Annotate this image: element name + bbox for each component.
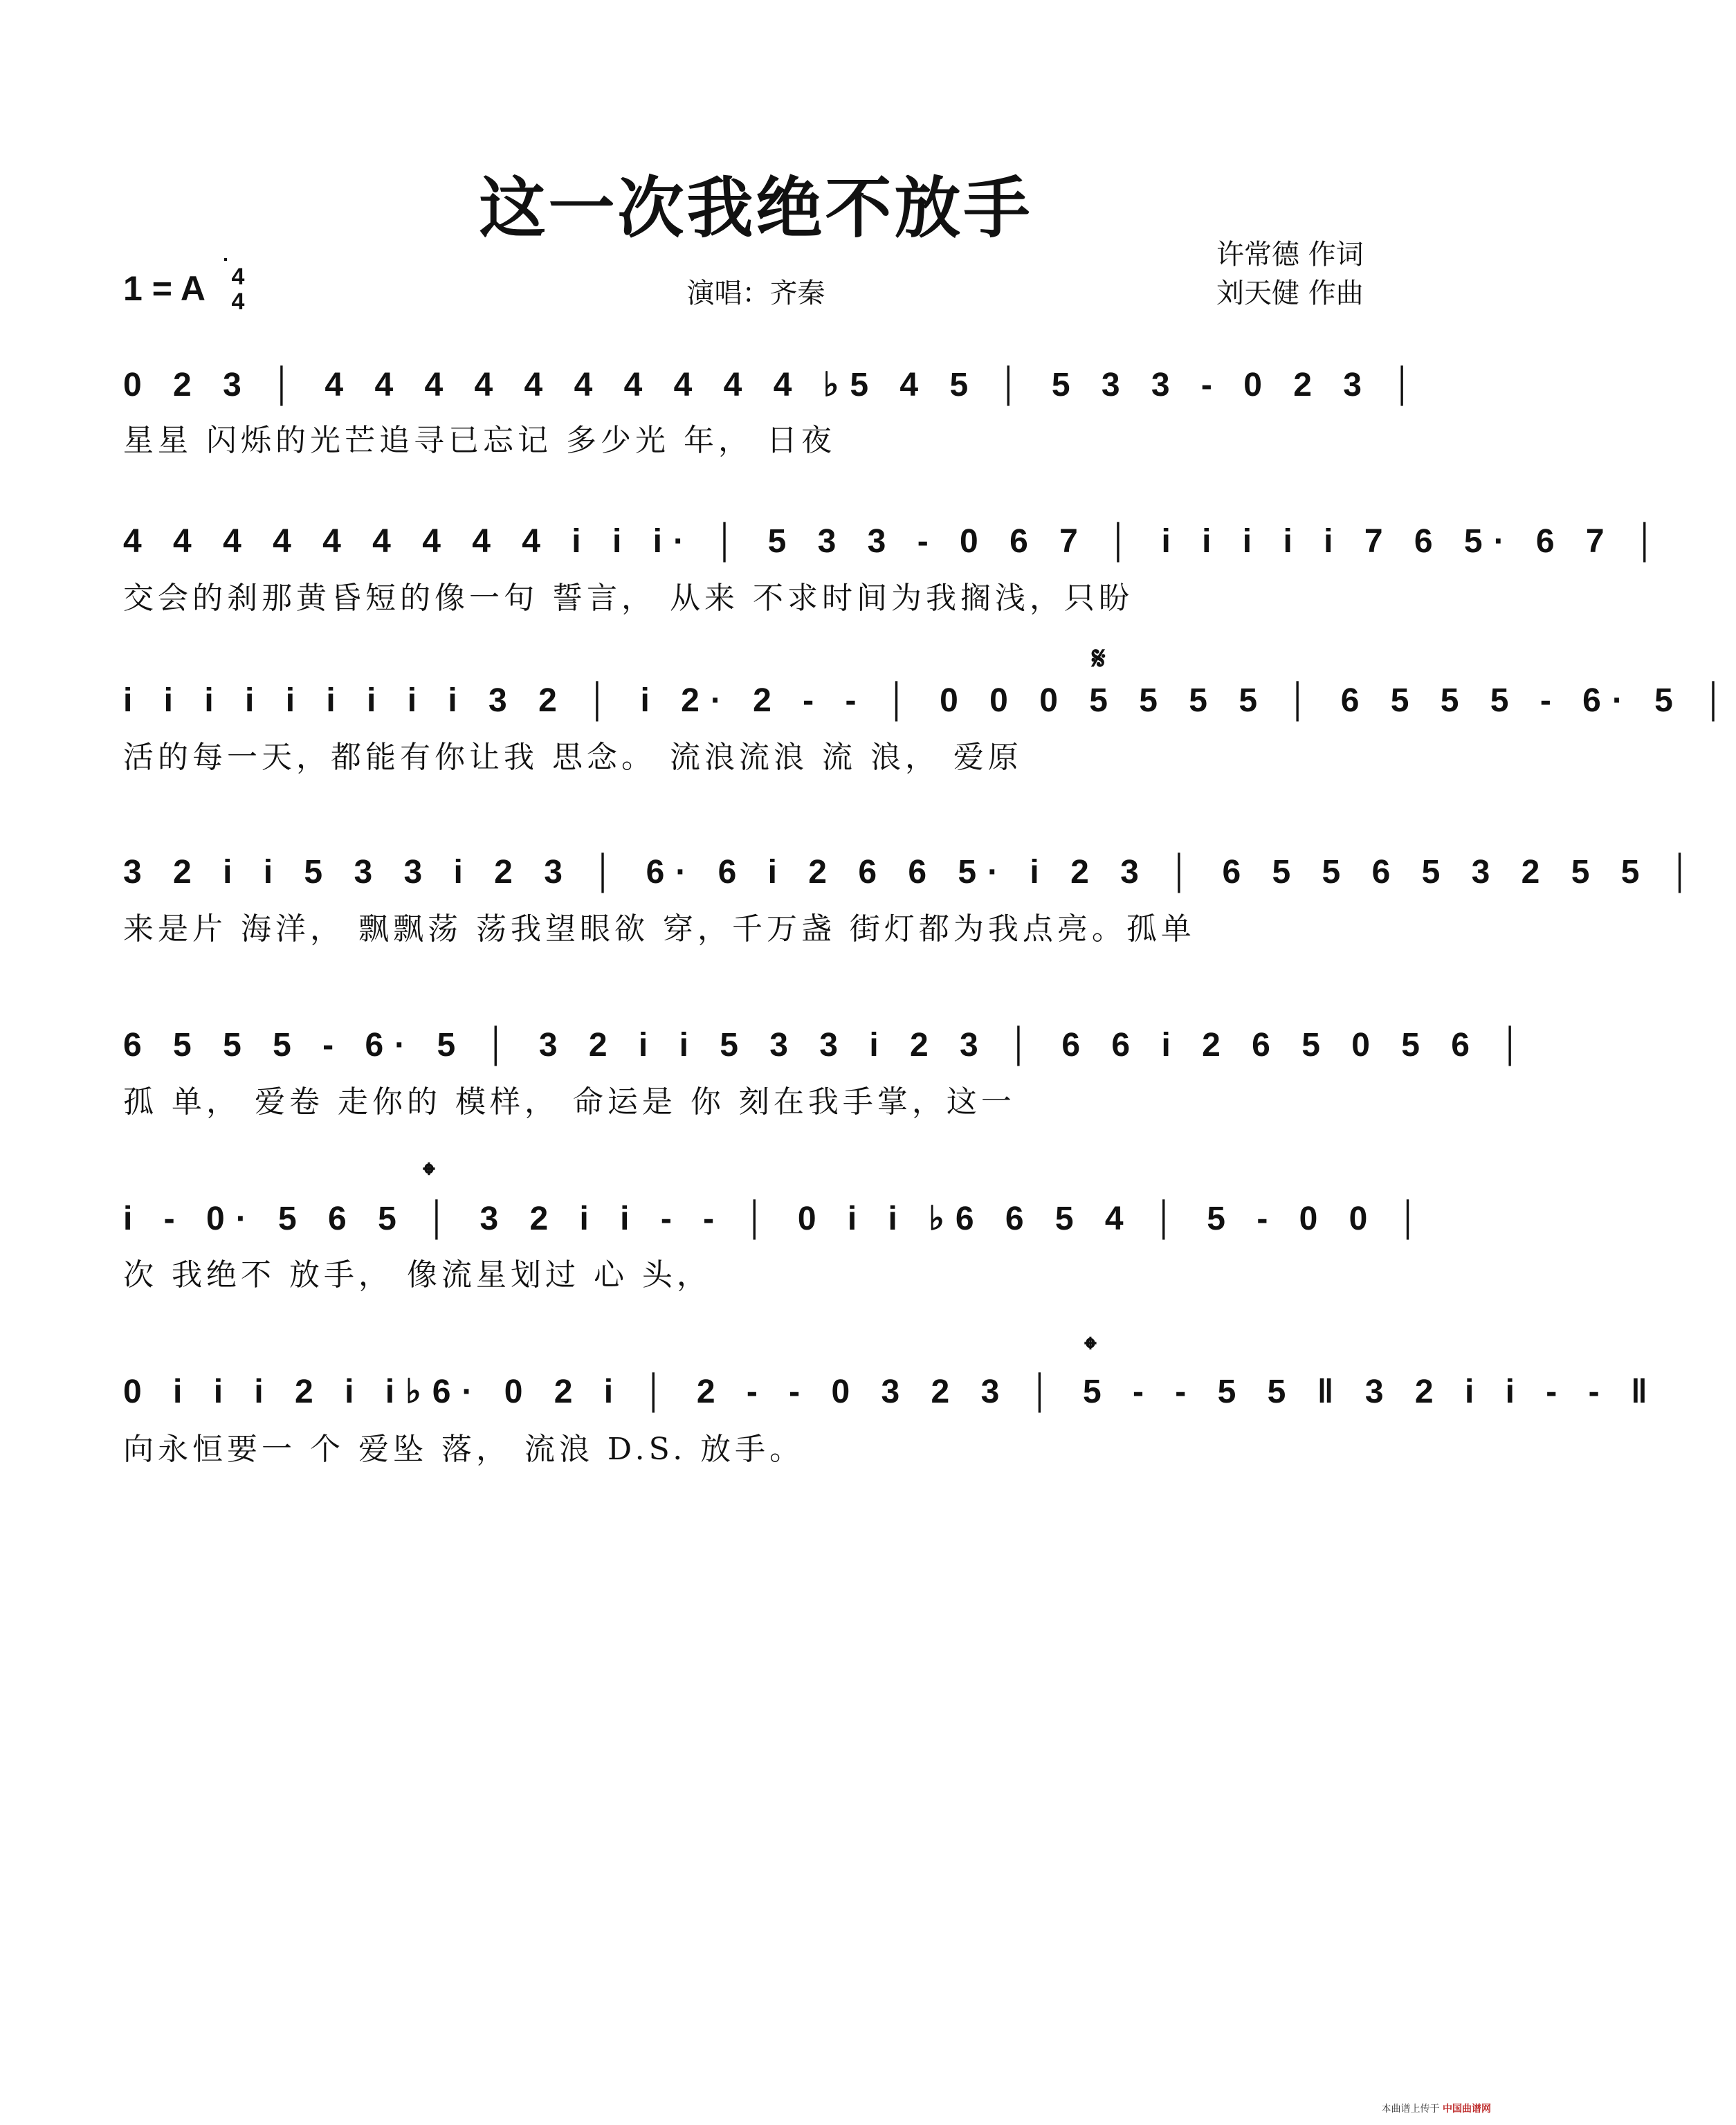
staff-system-7 xyxy=(123,1372,1659,1410)
coda-sign: 𝄌 xyxy=(1085,1330,1096,1367)
staff-system-5 xyxy=(123,1026,1533,1064)
lyrics-line: 来是片 海洋， 飘飘荡 荡我望眼欲 穿，千万盏 街灯都为我点亮。孤单 xyxy=(123,911,1196,947)
lyricist-credit: 许常德 作词 xyxy=(1216,239,1364,271)
notes-line: 6 5 5 5 - 6· 5 │ 3 2 i i 5 3 3 i 2 3 │ 6 6 i 2 6 5 0 5 6 │ xyxy=(123,1027,1533,1064)
coda-sign: 𝄌 xyxy=(423,1156,435,1193)
notes-line: 4 4 4 4 4 4 4 4 4 i i i· │ 5 3 3 - 0 6 7 │ i i i i i 7 6 5· 6 7 │ xyxy=(123,523,1668,560)
notes-line: i i i i i i i i i 3 2 │ i 2· 2 - - │ 0 0 0 5 5 5 5 │ 6 5 5 5 - 6· 5 │ xyxy=(123,682,1736,719)
song-title: 这一次我绝不放手 xyxy=(479,169,1033,247)
footer-credit xyxy=(1382,2101,1491,2115)
lyrics-line: 活的每一天，都能有你让我 思念。 流浪流浪 流 浪， 爱原 xyxy=(123,740,1023,775)
staff-system-6 xyxy=(123,1199,1431,1237)
footer-site: 中国曲谱网 xyxy=(1443,2104,1491,2115)
lyrics-line: 次 我绝不 放手， 像流星划过 心 头， xyxy=(123,1257,711,1293)
composer-credit: 刘天健 作曲 xyxy=(1216,277,1364,309)
lyrics-line: 孤 单， 爱卷 走你的 模样， 命运是 你 刻在我手掌，这一 xyxy=(123,1084,1016,1120)
time-signature-divider xyxy=(224,258,227,261)
lyrics-line: 交会的刹那黄昏短的像一句 誓言， 从来 不求时间为我搁浅，只盼 xyxy=(123,581,1133,616)
notes-line: 0 2 3 │ 4 4 4 4 4 4 4 4 4 4 ♭5 4 5 │ 5 3 3 - 0 2 3 │ xyxy=(123,367,1425,403)
key-signature: 1 = A xyxy=(123,269,206,308)
staff-system-2 xyxy=(123,522,1668,560)
lyrics-line: 星星 闪烁的光芒追寻已忘记 多少光 年， 日夜 xyxy=(123,423,836,458)
staff-system-1 xyxy=(123,365,1425,403)
staff-system-4 xyxy=(123,853,1703,891)
staff-system-3 xyxy=(123,682,1736,719)
singer-credit: 演唱：齐秦 xyxy=(686,277,825,309)
time-signature-top: 4 xyxy=(231,264,245,290)
footer-text: 本曲谱上传于 xyxy=(1381,2104,1440,2115)
notes-line: i - 0· 5 6 5 │ 3 2 i i - - │ 0 i i ♭6 6 5 4 │ 5 - 0 0 │ xyxy=(123,1201,1431,1237)
lyrics-line: 向永恒要一 个 爱坠 落， 流浪 D.S. 放手。 xyxy=(123,1432,805,1467)
segno-sign: 𝄋 xyxy=(1092,639,1106,677)
notes-line: 3 2 i i 5 3 3 i 2 3 │ 6· 6 i 2 6 6 5· i 2 3 │ 6 5 5 6 5 3 2 5 5 │ xyxy=(123,854,1703,891)
notes-line: 0 i i i 2 i i♭6· 0 2 i │ 2 - - 0 3 2 3 │ 5 - - 5 5 ‖ 3 2 i i - - ‖ xyxy=(123,1374,1659,1410)
time-signature-bottom: 4 xyxy=(231,289,245,315)
